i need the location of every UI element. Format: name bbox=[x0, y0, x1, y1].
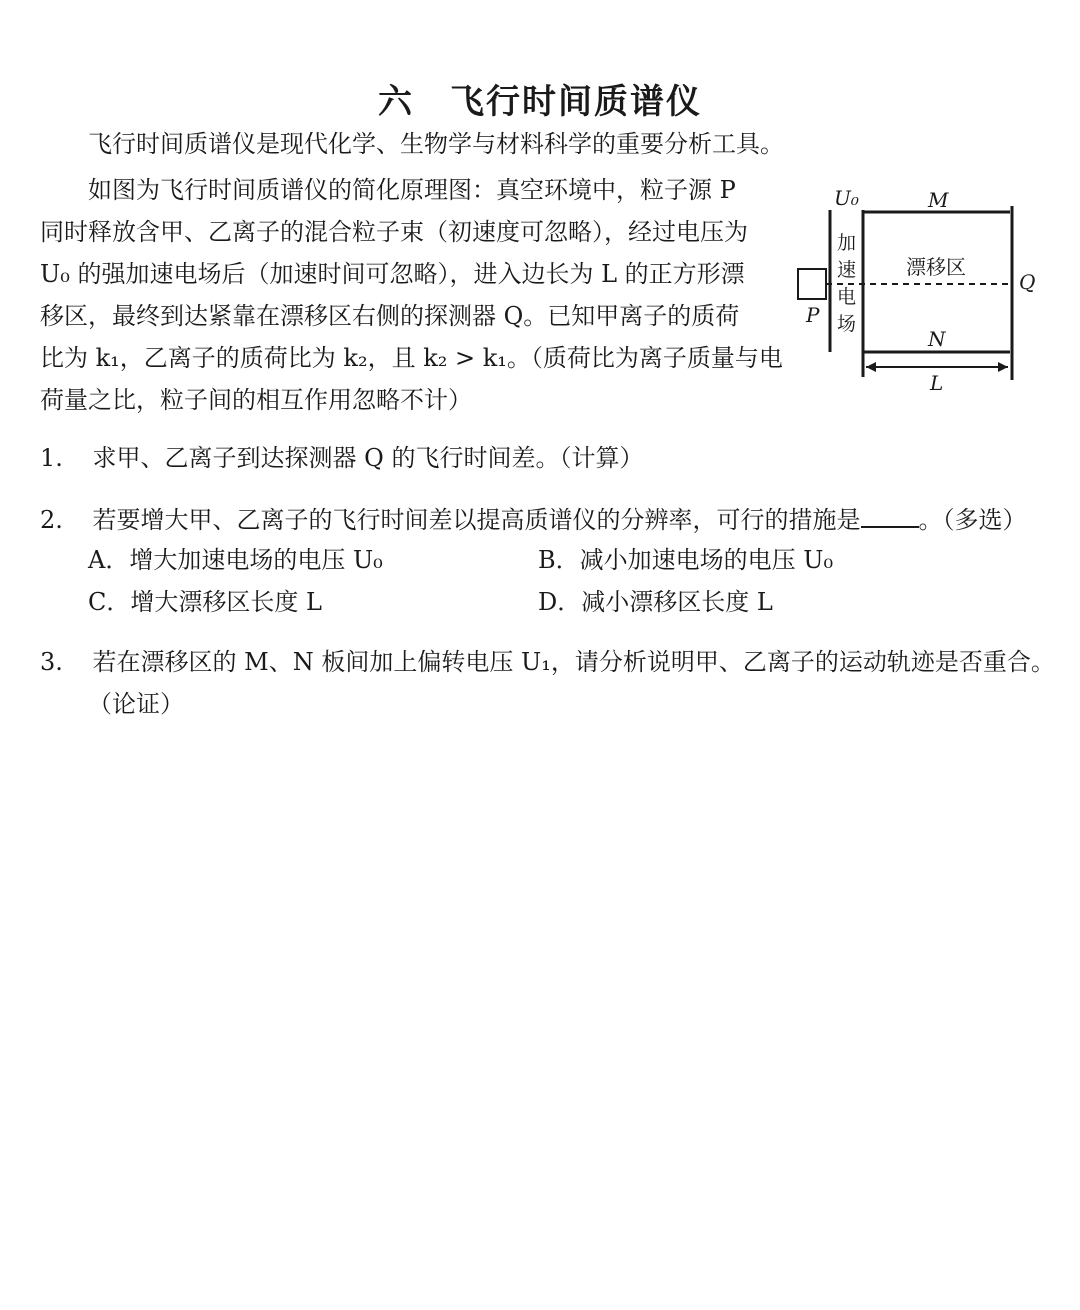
l-arrow-right bbox=[998, 362, 1008, 372]
u0-label: U₀ bbox=[834, 186, 859, 210]
option-d: D．减小漂移区长度 L bbox=[538, 588, 773, 616]
accel-char-3: 电 bbox=[837, 286, 857, 308]
source-p-box bbox=[798, 269, 826, 299]
intro-line-1: 飞行时间质谱仪是现代化学、生物学与材料科学的重要分析工具。 bbox=[88, 130, 784, 158]
q3-number: 3. bbox=[40, 648, 63, 676]
q3-text: 若在漂移区的 M、N 板间加上偏转电压 U₁，请分析说明甲、乙离子的运动轨迹是否重合。 bbox=[92, 648, 1055, 676]
q2-text-tail: 。（多选） bbox=[918, 506, 1027, 534]
intro-line-7: 荷量之比，粒子间的相互作用忽略不计） bbox=[40, 386, 472, 414]
q1-text: 求甲、乙离子到达探测器 Q 的飞行时间差。（计算） bbox=[92, 444, 644, 472]
page-title: 六 飞行时间质谱仪 bbox=[378, 82, 702, 122]
tof-diagram bbox=[790, 180, 1050, 400]
intro-line-5: 移区，最终到达紧靠在漂移区右侧的探测器 Q。已知甲离子的质荷 bbox=[40, 302, 740, 330]
option-a: A．增大加速电场的电压 U₀ bbox=[88, 546, 383, 574]
drift-label: 漂移区 bbox=[906, 255, 966, 279]
intro-line-4: U₀ 的强加速电场后（加速时间可忽略），进入边长为 L 的正方形漂 bbox=[40, 260, 745, 288]
p-label: P bbox=[806, 303, 820, 327]
m-label: M bbox=[928, 188, 949, 212]
accel-char-4: 场 bbox=[837, 313, 857, 335]
l-label: L bbox=[930, 371, 944, 395]
intro-line-6: 比为 k₁，乙离子的质荷比为 k₂，且 k₂ > k₁。（质荷比为离子质量与电 bbox=[40, 344, 783, 372]
option-b: B．减小加速电场的电压 U₀ bbox=[538, 546, 834, 574]
l-arrow-left bbox=[866, 362, 876, 372]
intro-line-3: 同时释放含甲、乙离子的混合粒子束（初速度可忽略），经过电压为 bbox=[40, 218, 748, 246]
intro-line-2: 如图为飞行时间质谱仪的简化原理图：真空环境中，粒子源 P bbox=[88, 176, 736, 204]
n-label: N bbox=[928, 327, 946, 351]
question-3 bbox=[40, 642, 1055, 682]
answer-blank[interactable] bbox=[861, 498, 919, 528]
q2-text: 若要增大甲、乙离子的飞行时间差以提高质谱仪的分辨率，可行的措施是 bbox=[92, 506, 861, 534]
q1-number: 1. bbox=[40, 444, 63, 472]
q3-tail: （论证） bbox=[88, 690, 184, 718]
question-2 bbox=[40, 498, 1027, 540]
accel-char-1: 加 bbox=[837, 232, 857, 254]
q2-number: 2. bbox=[40, 506, 63, 534]
q-label: Q bbox=[1019, 270, 1036, 294]
option-c: C．增大漂移区长度 L bbox=[88, 588, 322, 616]
accel-char-2: 速 bbox=[837, 259, 857, 281]
question-1 bbox=[40, 438, 643, 478]
